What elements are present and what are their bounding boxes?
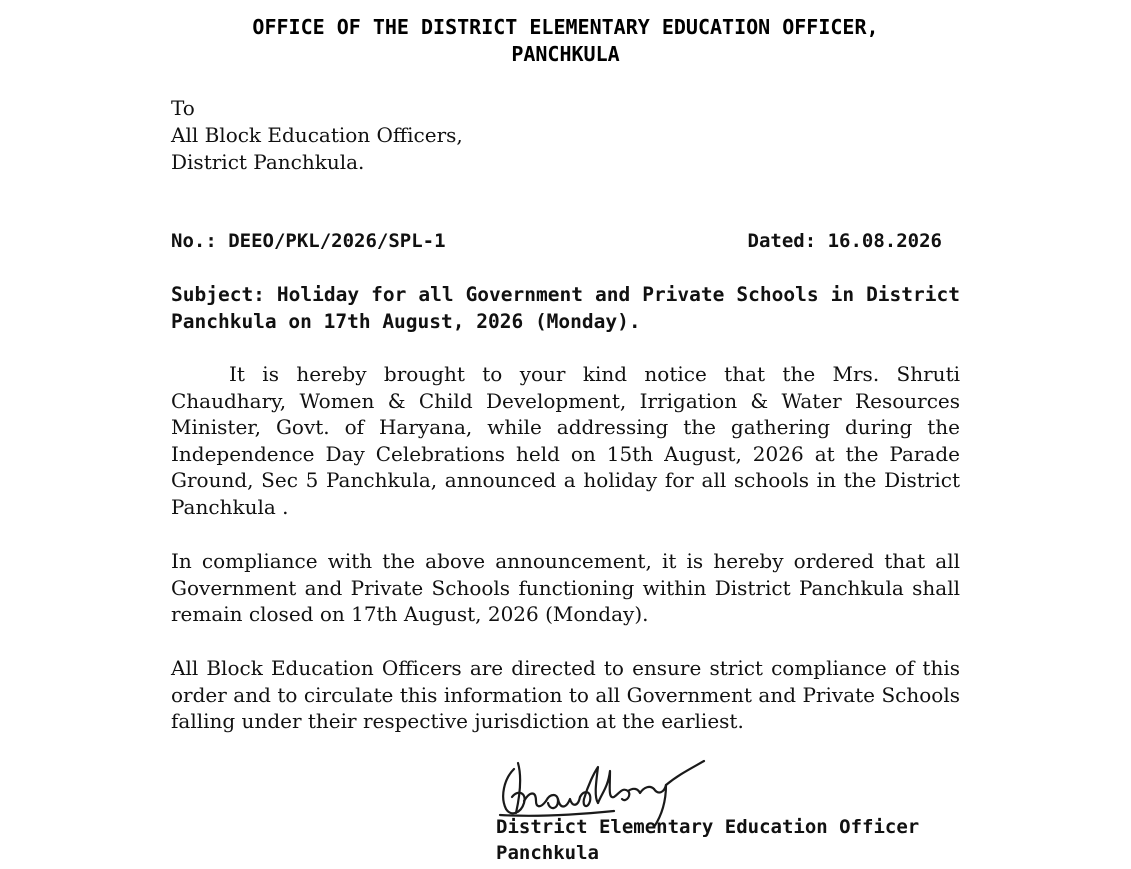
signatory-designation: District Elementary Education Officer xyxy=(496,816,920,838)
subject-line: Subject: Holiday for all Government and Private Schools in District Panchkula on 17th August, 2026 (Monday). xyxy=(171,283,960,333)
reference-line xyxy=(171,228,942,255)
recipient-location: District Panchkula. xyxy=(171,150,365,174)
recipient: All Block Education Officers, xyxy=(171,123,463,147)
signatory-block xyxy=(496,814,919,866)
addressee-block xyxy=(171,95,463,176)
body-paragraph-directive: All Block Education Officers are directed to ensure strict compliance of this order and to circulate this information to all Government and Private Schools falling under their respective jurisdiction at the earliest. xyxy=(171,656,960,734)
office-city: PANCHKULA xyxy=(511,42,620,66)
body-paragraph-announcement: It is hereby brought to your kind notice that the Mrs. Shruti Chaudhary, Women & Child Development, Irrigation & Water Resources Minister, Govt. of Haryana, while addressing the gathering during the Independence Day Celebrations held on 15th August, 2026 at the Parade Ground, Sec 5 Panchkula, announced a holiday for all schools in the District Panchkula . xyxy=(171,362,960,519)
letterhead xyxy=(0,14,1131,68)
letter-date: Dated: 16.08.2026 xyxy=(747,230,942,252)
office-title: OFFICE OF THE DISTRICT ELEMENTARY EDUCATION OFFICER, xyxy=(252,15,879,39)
to-label: To xyxy=(171,96,195,120)
signatory-office: Panchkula xyxy=(496,842,599,864)
body-paragraph-order: In compliance with the above announcement, it is hereby ordered that all Government and Private Schools functioning within District Panchkula shall remain closed on 17th August, 2026 (Monday). xyxy=(171,549,960,627)
letter-number: No.: DEEO/PKL/2026/SPL-1 xyxy=(171,230,446,252)
